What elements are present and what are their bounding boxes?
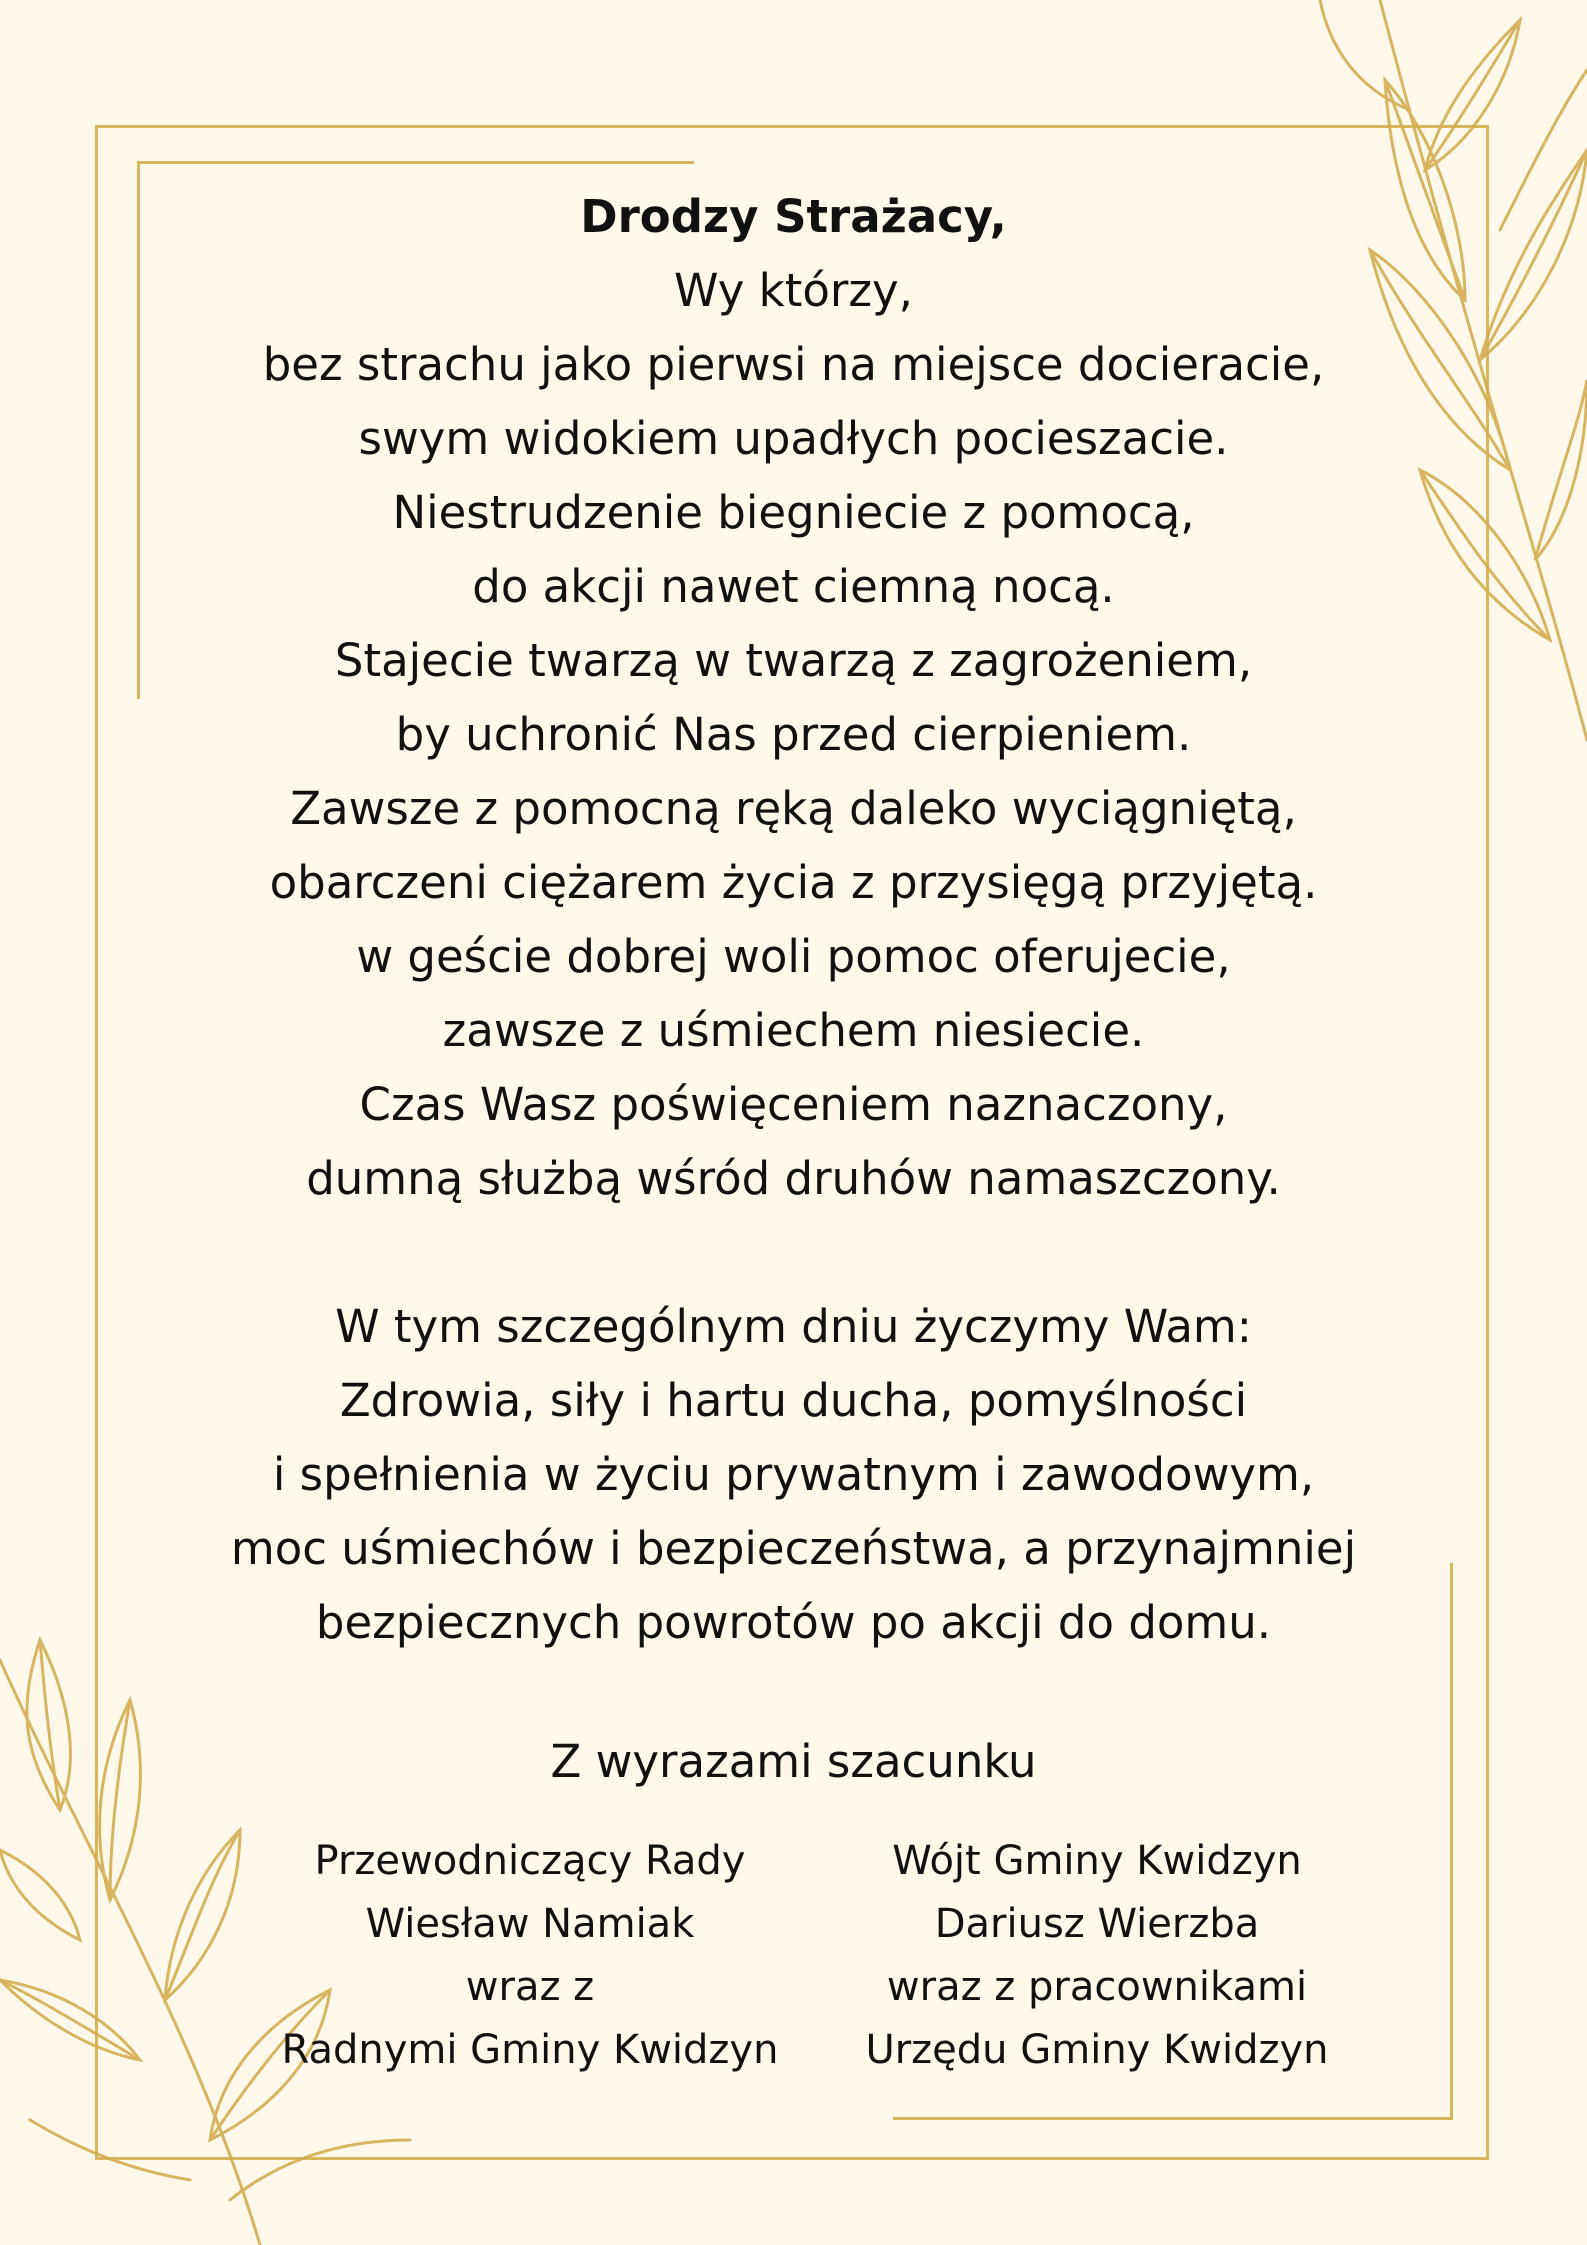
- wishes-line: i spełnienia w życiu prywatnym i zawodowym,: [272, 1448, 1315, 1501]
- poem-line: Stajecie twarzą w twarzą z zagrożeniem,: [334, 634, 1253, 687]
- frame-inner-top-corner-h: [137, 161, 694, 164]
- signature-line: Wójt Gminy Kwidzyn: [892, 1838, 1302, 1884]
- signature-line: Dariusz Wierzba: [934, 1901, 1260, 1947]
- signature-line: Radnymi Gminy Kwidzyn: [281, 2027, 779, 2073]
- signature-council: [220, 1830, 840, 2082]
- frame-inner-bottom-corner-h: [893, 2117, 1453, 2120]
- wishes-line: bezpiecznych powrotów po akcji do domu.: [315, 1596, 1272, 1649]
- poem-line: w geście dobrej woli pomoc oferujecie,: [356, 930, 1231, 983]
- poem-line: dumną służbą wśród druhów namaszczony.: [306, 1152, 1281, 1205]
- wishes-line: Zdrowia, siły i hartu ducha, pomyślności: [339, 1374, 1248, 1427]
- signature-line: Przewodniczący Rady: [314, 1838, 746, 1884]
- wishes-line: moc uśmiechów i bezpieczeństwa, a przynajmniej: [230, 1522, 1357, 1575]
- wishes-line: W tym szczególnym dniu życzymy Wam:: [335, 1300, 1252, 1353]
- poem-line: obarczeni ciężarem życia z przysięgą przyjętą.: [269, 856, 1318, 909]
- closing-phrase: Z wyrazami szacunku: [550, 1735, 1037, 1788]
- poem-line: Wy którzy,: [674, 264, 913, 317]
- poem-line: zawsze z uśmiechem niesiecie.: [442, 1004, 1145, 1057]
- poem-line: Niestrudzenie biegniecie z pomocą,: [392, 486, 1195, 539]
- poem-line: Czas Wasz poświęceniem naznaczony,: [359, 1078, 1228, 1131]
- signature-mayor: [787, 1830, 1407, 2082]
- poem-line: by uchronić Nas przed cierpieniem.: [395, 708, 1192, 761]
- stanza-gap: [0, 1216, 1587, 1290]
- signature-line: wraz z pracownikami: [886, 1964, 1308, 2010]
- poem-line: swym widokiem upadłych pocieszacie.: [358, 412, 1229, 465]
- poem-line: bez strachu jako pierwsi na miejsce docieracie,: [262, 338, 1325, 391]
- signature-line: wraz z: [465, 1964, 595, 2010]
- signature-line: Urzędu Gminy Kwidzyn: [865, 2027, 1329, 2073]
- letter-body: [0, 180, 1587, 1660]
- greeting-heading: Drodzy Strażacy,: [580, 190, 1007, 243]
- poem-line: Zawsze z pomocną ręką daleko wyciągniętą,: [290, 782, 1297, 835]
- poem-line: do akcji nawet ciemną nocą.: [472, 560, 1115, 613]
- signature-line: Wiesław Namiak: [365, 1901, 695, 1947]
